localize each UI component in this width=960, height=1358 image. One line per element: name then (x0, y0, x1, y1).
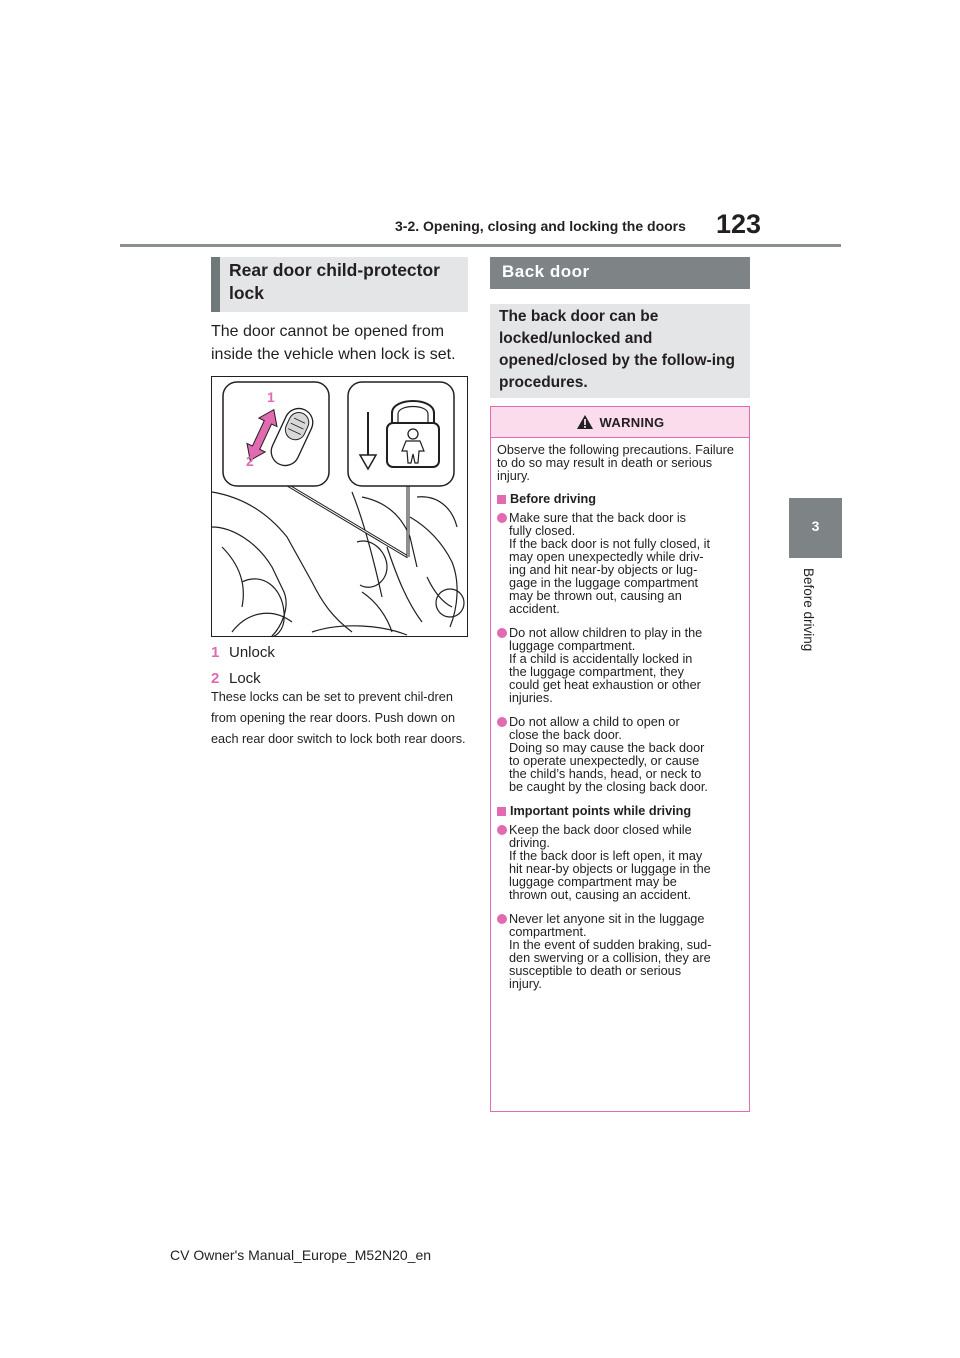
warning-bullet (497, 913, 743, 991)
child-lock-drawing (212, 377, 468, 637)
warning-bullet (497, 716, 743, 794)
child-lock-note: These locks can be set to prevent chil-dren from opening the rear doors. Push down on each rear door switch to lock both rear doors. (211, 690, 466, 746)
bullet-dot-icon (497, 717, 507, 727)
warning-subheading (497, 493, 743, 506)
bullet-text: Keep the back door closed while driving. If the back door is left open, it may hit near-by objects or luggage in the luggage compartment may be thrown out, causing an accident. (509, 823, 711, 902)
page-number: 123 (716, 209, 762, 239)
chapter-title-text: Before driving (801, 568, 816, 652)
warning-lead: Observe the following precautions. Failure to do so may result in death or serious injury. (497, 443, 734, 483)
warning-title: WARNING (599, 414, 665, 430)
warning-box (490, 406, 750, 1112)
chapter-tab: 3 (789, 498, 842, 558)
child-lock-intro: The door cannot be opened from inside the vehicle when lock is set. (211, 323, 456, 363)
bullet-text: Do not allow children to play in the luggage compartment. If a child is accidentally locked in the luggage compartment, they could get heat exhaustion or other injuries. (509, 626, 703, 705)
legend-label: Lock (229, 670, 261, 687)
child-lock-heading: Rear door child-protector lock (211, 257, 468, 312)
bullet-dot-icon (497, 914, 507, 924)
warning-bullet (497, 512, 743, 616)
bullet-text: Make sure that the back door is fully closed. If the back door is not fully closed, it may open unexpectedly while driv- ing and hit near-by objects or lug- gage in the luggage compartment may be thrown out, causing an accident. (509, 511, 710, 616)
warning-subheading (497, 805, 743, 818)
back-door-intro: The back door can be locked/unlocked and opened/closed by the follow-ing procedures. (490, 304, 750, 398)
child-lock-illustration (211, 376, 468, 637)
subheading-text: Before driving (510, 492, 597, 506)
subheading-text: Important points while driving (510, 804, 692, 818)
bullet-dot-icon (497, 825, 507, 835)
legend-number: 2 (211, 670, 220, 687)
legend-number: 1 (211, 644, 220, 661)
bullet-dot-icon (497, 513, 507, 523)
section-title: 3-2. Opening, closing and locking the doors (395, 218, 686, 234)
warning-bullet (497, 627, 743, 705)
warning-body (491, 438, 749, 991)
legend-item (211, 640, 275, 666)
chapter-title (800, 568, 818, 688)
header-divider (120, 244, 841, 247)
legend-label: Unlock (229, 644, 275, 661)
callout-2: 2 (246, 453, 254, 469)
figure-legend (211, 640, 275, 692)
back-door-heading: Back door (490, 257, 750, 289)
bullet-dot-icon (497, 628, 507, 638)
warning-header (491, 407, 749, 438)
warning-triangle-icon (576, 414, 594, 430)
warning-bullet (497, 824, 743, 902)
footer-manual-id: CV Owner's Manual_Europe_M52N20_en (170, 1247, 432, 1263)
bullet-text: Do not allow a child to open or close the back door. Doing so may cause the back door to operate unexpectedly, or cause the child’s hands, head, or neck to be caught by the closing back door. (509, 715, 708, 794)
square-bullet-icon (497, 495, 506, 504)
bullet-text: Never let anyone sit in the luggage compartment. In the event of sudden braking, sud- den swerving or a collision, they are susceptible to death or serious injury. (509, 912, 712, 991)
callout-1: 1 (267, 389, 275, 405)
square-bullet-icon (497, 807, 506, 816)
